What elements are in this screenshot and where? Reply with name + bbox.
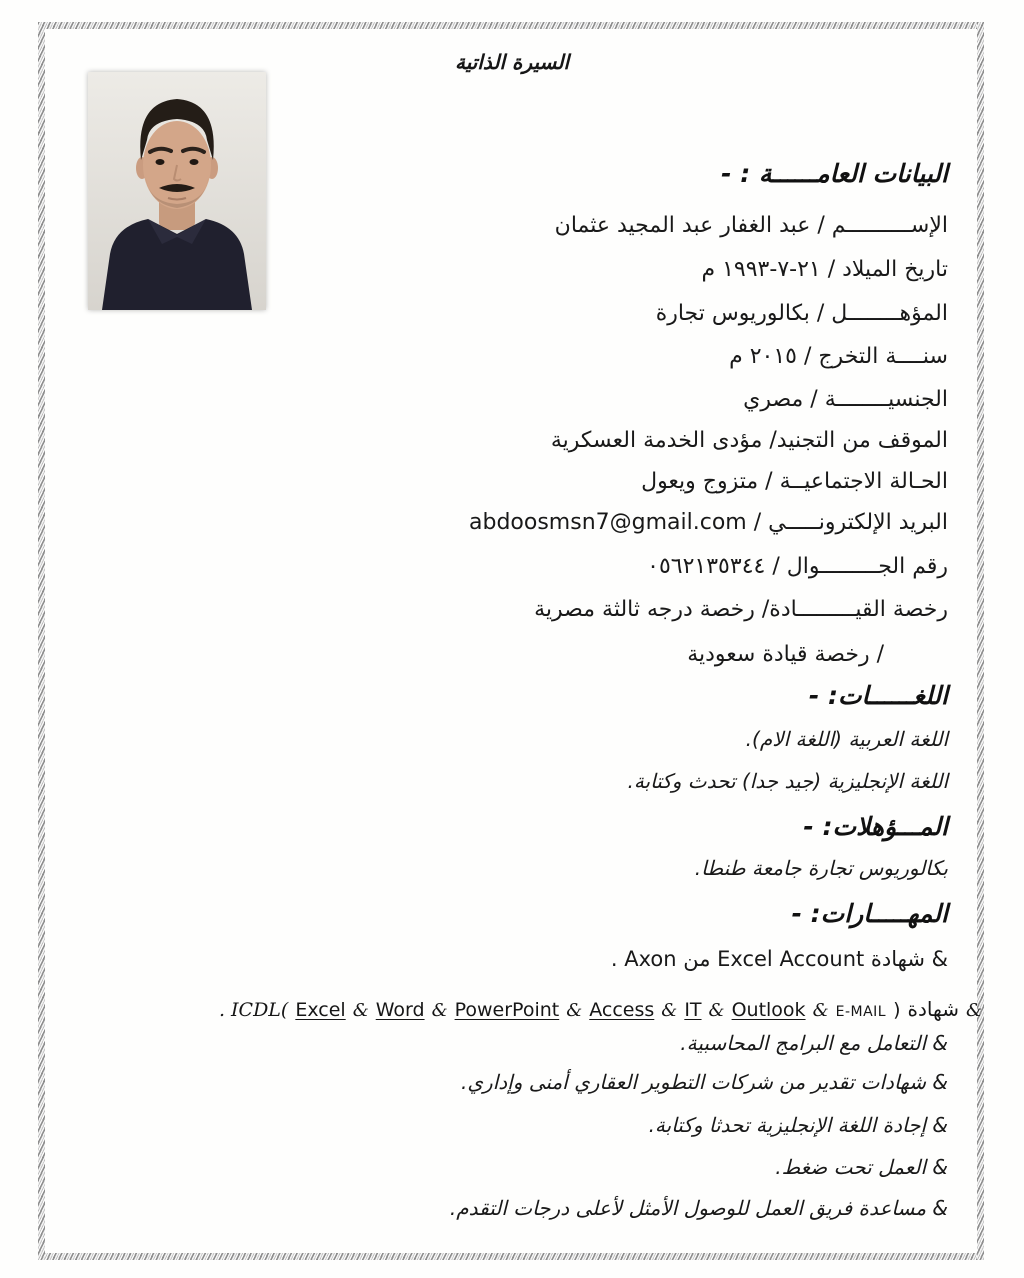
skill-item-team-support: & مساعدة فريق العمل للوصول الأمثل لأعلى درجات التقدم. <box>449 1196 948 1220</box>
page-border-right <box>977 22 984 1260</box>
person-portrait-art <box>88 72 266 310</box>
icdl-token-email: E-MAIL <box>835 1004 887 1020</box>
icdl-certificate-word: شهادة <box>907 997 959 1021</box>
ampersand-separator: & <box>431 1000 448 1021</box>
icdl-token-powerpoint: PowerPoint <box>454 999 560 1021</box>
general-row-nationality: الجنسيــــــــة / مصري <box>743 387 948 412</box>
page-border-bottom <box>38 1253 984 1260</box>
language-item-arabic: اللغة العربية (اللغة الام). <box>745 727 948 751</box>
page-border-left <box>38 22 45 1260</box>
page-border-top <box>38 22 984 29</box>
general-row-license: رخصة القيـــــــــادة/ رخصة درجه ثالثة مصرية <box>534 597 948 622</box>
ampersand-bullet: & <box>965 1000 982 1021</box>
ampersand-separator: & <box>708 1000 725 1021</box>
general-row-mobile: رقم الجـــــــــوال / ٠٥٦٢١٣٥٣٤٤ <box>647 554 948 579</box>
ampersand-separator: & <box>812 1000 829 1021</box>
ampersand-separator: & <box>352 1000 369 1021</box>
icdl-token-access: Access <box>589 999 655 1021</box>
general-row-license-saudi: / رخصة قيادة سعودية <box>687 642 884 667</box>
skill-axon-line: & شهادة Excel Account من Axon . <box>610 947 948 971</box>
general-row-military: الموقف من التجنيد/ مؤدى الخدمة العسكرية <box>550 428 948 453</box>
cv-title: السيرة الذاتية <box>454 50 570 74</box>
icdl-token-word: Word <box>375 999 425 1021</box>
icdl-token-outlook: Outlook <box>731 999 806 1021</box>
language-item-english: اللغة الإنجليزية (جيد جدا) تحدث وكتابة. <box>627 769 948 793</box>
skill-item-english-proficiency: & إجادة اللغة الإنجليزية تحدثا وكتابة. <box>648 1113 948 1137</box>
skill-item-work-under-pressure: & العمل تحت ضغط. <box>775 1155 948 1179</box>
icdl-token-excel: Excel <box>295 999 346 1021</box>
general-row-marital-status: الحـالة الاجتماعيــة / متزوج ويعول <box>641 469 948 494</box>
qualification-item: بكالوريوس تجارة جامعة طنطا. <box>694 856 948 880</box>
general-row-qualification: المؤهــــــــل / بكالوريوس تجارة <box>655 301 948 326</box>
general-row-name: الإســــــــــم / عبد الغفار عبد المجيد عثمان <box>554 213 948 238</box>
skill-icdl-line <box>219 997 982 1021</box>
skills-heading: المهـــــارات: - <box>791 899 948 928</box>
general-data-heading: البيانات العامــــــة : - <box>721 159 948 188</box>
icdl-token-it: IT <box>684 999 702 1021</box>
ampersand-separator: & <box>661 1000 678 1021</box>
languages-heading: اللغــــــات: - <box>808 681 948 710</box>
ampersand-separator: & <box>566 1000 583 1021</box>
general-row-email: البريد الإلكترونـــــي / abdoosmsn7@gmail.com <box>469 510 948 535</box>
icdl-prefix: . ICDL( <box>218 999 289 1021</box>
general-row-graduation: سنــــة التخرج / ٢٠١٥ م <box>729 344 948 369</box>
general-row-birthdate: تاريخ الميلاد / ٢١-٧-١٩٩٣ م <box>701 257 948 282</box>
icdl-close-paren: ) <box>893 999 901 1021</box>
skill-item-appreciation-certs: & شهادات تقدير من شركات التطوير العقاري أمنى وإداري. <box>461 1070 948 1094</box>
qualifications-heading: المـــؤهلات: - <box>803 812 948 841</box>
personal-photo <box>88 72 266 310</box>
skill-item-accounting-software: & التعامل مع البرامج المحاسبية. <box>680 1031 948 1055</box>
